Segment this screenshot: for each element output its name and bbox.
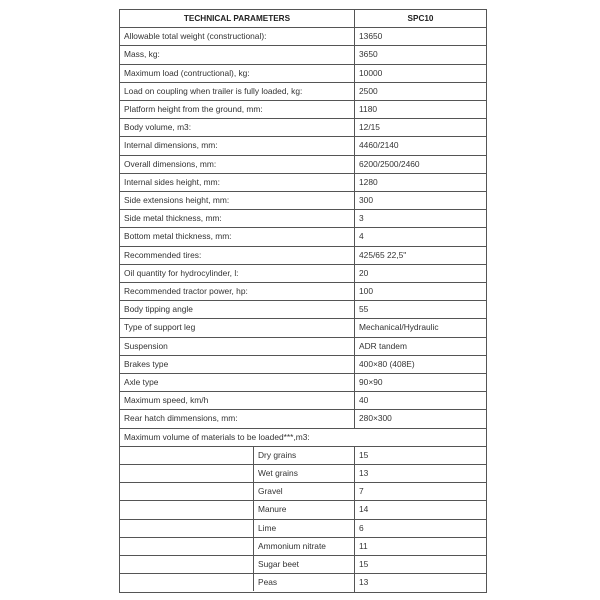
material-indent-blank <box>120 538 254 555</box>
material-indent-blank <box>120 465 254 482</box>
table-row <box>120 246 487 264</box>
parameter-label: Overall dimensions, mm: <box>120 155 355 173</box>
materials-heading-row <box>120 428 487 446</box>
material-name: Peas <box>258 577 278 588</box>
header-model: SPC10 <box>355 10 487 28</box>
material-name: Dry grains <box>258 449 297 460</box>
technical-parameters-table-wrap <box>119 9 486 593</box>
material-indent-blank <box>120 483 254 500</box>
table-row <box>120 119 487 137</box>
parameter-value: 280×300 <box>355 410 487 428</box>
parameter-value: 3 <box>355 210 487 228</box>
parameter-label: Oil quantity for hydrocylinder, l: <box>120 264 355 282</box>
table-row <box>120 46 487 64</box>
technical-parameters-table <box>119 9 487 593</box>
parameter-label: Platform height from the ground, mm: <box>120 101 355 119</box>
parameter-label: Bottom metal thickness, mm: <box>120 228 355 246</box>
parameters-body <box>120 28 487 592</box>
material-name: Ammonium nitrate <box>258 540 326 551</box>
table-row <box>120 283 487 301</box>
table-row <box>120 64 487 82</box>
material-name: Manure <box>258 504 287 515</box>
material-row <box>120 537 487 555</box>
parameter-value: 10000 <box>355 64 487 82</box>
material-label-cell <box>120 574 355 592</box>
parameter-value: 55 <box>355 301 487 319</box>
parameter-value: 100 <box>355 283 487 301</box>
table-row <box>120 28 487 46</box>
material-volume: 13 <box>355 574 487 592</box>
table-row <box>120 155 487 173</box>
table-row <box>120 319 487 337</box>
parameter-label: Type of support leg <box>120 319 355 337</box>
table-row <box>120 301 487 319</box>
table-row <box>120 228 487 246</box>
materials-heading: Maximum volume of materials to be loaded***,m3: <box>120 428 487 446</box>
table-row <box>120 137 487 155</box>
parameter-label: Internal sides height, mm: <box>120 173 355 191</box>
material-label-cell <box>120 519 355 537</box>
parameter-value: 6200/2500/2460 <box>355 155 487 173</box>
parameter-label: Side metal thickness, mm: <box>120 210 355 228</box>
material-label-cell <box>120 537 355 555</box>
table-row <box>120 192 487 210</box>
parameter-value: 20 <box>355 264 487 282</box>
material-row <box>120 519 487 537</box>
table-row <box>120 392 487 410</box>
material-volume: 7 <box>355 483 487 501</box>
table-row <box>120 355 487 373</box>
parameter-label: Side extensions height, mm: <box>120 192 355 210</box>
material-volume: 14 <box>355 501 487 519</box>
table-row <box>120 410 487 428</box>
parameter-value: ADR tandem <box>355 337 487 355</box>
parameter-label: Brakes type <box>120 355 355 373</box>
table-row <box>120 101 487 119</box>
parameter-value: 2500 <box>355 82 487 100</box>
material-row <box>120 556 487 574</box>
parameter-label: Rear hatch dimmensions, mm: <box>120 410 355 428</box>
parameter-label: Internal dimensions, mm: <box>120 137 355 155</box>
parameter-label: Mass, kg: <box>120 46 355 64</box>
material-indent-blank <box>120 501 254 518</box>
parameter-label: Load on coupling when trailer is fully loaded, kg: <box>120 82 355 100</box>
table-row <box>120 374 487 392</box>
table-row <box>120 173 487 191</box>
parameter-label: Body volume, m3: <box>120 119 355 137</box>
material-row <box>120 501 487 519</box>
table-row <box>120 264 487 282</box>
material-name: Sugar beet <box>258 559 299 570</box>
material-indent-blank <box>120 447 254 464</box>
parameter-value: 12/15 <box>355 119 487 137</box>
parameter-label: Recommended tires: <box>120 246 355 264</box>
material-indent-blank <box>120 574 254 591</box>
table-row <box>120 337 487 355</box>
parameter-value: 4 <box>355 228 487 246</box>
material-volume: 15 <box>355 556 487 574</box>
parameter-value: 1280 <box>355 173 487 191</box>
parameter-value: Mechanical/Hydraulic <box>355 319 487 337</box>
material-name: Lime <box>258 522 277 533</box>
parameter-label: Axle type <box>120 374 355 392</box>
header-title: TECHNICAL PARAMETERS <box>120 10 355 28</box>
material-label-cell <box>120 501 355 519</box>
parameter-label: Recommended tractor power, hp: <box>120 283 355 301</box>
parameter-label: Suspension <box>120 337 355 355</box>
parameter-value: 300 <box>355 192 487 210</box>
material-indent-blank <box>120 556 254 573</box>
material-label-cell <box>120 446 355 464</box>
material-volume: 11 <box>355 537 487 555</box>
parameter-value: 90×90 <box>355 374 487 392</box>
material-indent-blank <box>120 520 254 537</box>
material-name: Gravel <box>258 486 283 497</box>
parameter-label: Maximum load (contructional), kg: <box>120 64 355 82</box>
parameter-value: 13650 <box>355 28 487 46</box>
material-row <box>120 465 487 483</box>
parameter-value: 4460/2140 <box>355 137 487 155</box>
parameter-label: Maximum speed, km/h <box>120 392 355 410</box>
parameter-value: 40 <box>355 392 487 410</box>
parameter-label: Body tipping angle <box>120 301 355 319</box>
table-row <box>120 82 487 100</box>
material-row <box>120 483 487 501</box>
parameter-value: 400×80 (408E) <box>355 355 487 373</box>
material-volume: 6 <box>355 519 487 537</box>
parameter-value: 3650 <box>355 46 487 64</box>
table-row <box>120 210 487 228</box>
material-row <box>120 446 487 464</box>
material-name: Wet grains <box>258 468 298 479</box>
material-row <box>120 574 487 592</box>
table-header-row <box>120 10 487 28</box>
material-label-cell <box>120 483 355 501</box>
material-volume: 13 <box>355 465 487 483</box>
material-label-cell <box>120 556 355 574</box>
material-label-cell <box>120 465 355 483</box>
parameter-label: Allowable total weight (constructional): <box>120 28 355 46</box>
parameter-value: 425/65 22,5" <box>355 246 487 264</box>
parameter-value: 1180 <box>355 101 487 119</box>
material-volume: 15 <box>355 446 487 464</box>
